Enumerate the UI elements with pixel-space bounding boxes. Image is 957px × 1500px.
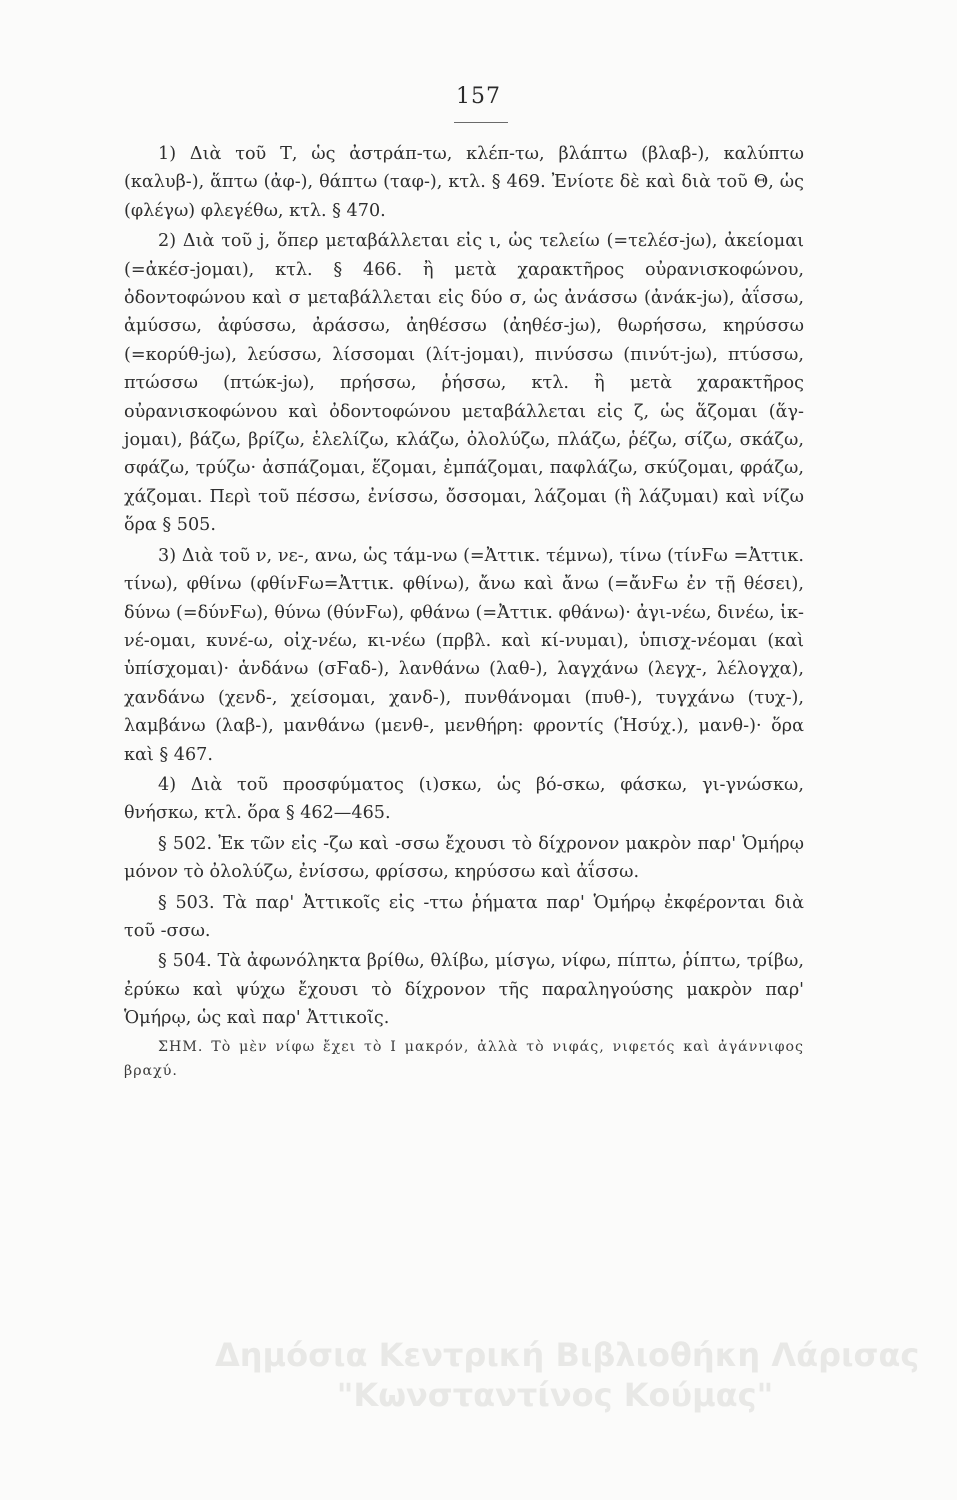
paragraph-2-jod: 2) Διὰ τοῦ j, ὅπερ μεταβάλλεται εἰς ι, ὡς τελείω (=τελέσ-jω), ἀκείομαι (=ἀκέσ-jομαι), κτλ. § 466. ἢ μετὰ χαρακτῆρος οὐρανισκοφώνου, ὀδοντοφώνου καὶ σ μεταβάλλεται εἰς δύο σ, ὡς ἀνάσσω (ἀνάκ-jω), ἀΐσσω, ἀμύσσω, ἀφύσσω, ἀράσσω, ἀηθέσσω (ἀηθέσ-jω), θωρήσσω, κηρύσσω (=κορύθ-jω), λεύσσω, λίσσομαι (λίτ-jομαι), πινύσσω (πινύτ-jω), πτύσσω, πτώσσω (πτώκ-jω), πρήσσω, ῥήσσω, κτλ. ἢ μετὰ χαρακτῆρος οὐρανισκοφώνου καὶ ὀδοντοφώνου μεταβάλλεται εἰς ζ, ὡς ἅζομαι (ἅγ-jομαι), βάζω, βρίζω, ἑλελίζω, κλάζω, ὀλολύζω, πλάζω, ῥέζω, σίζω, σκάζω, σφάζω, τρύζω· ἀσπάζομαι, ἕζομαι, ἐμπάζομαι, παφλάζω, σκύζομαι, φράζω, χάζομαι. Περὶ τοῦ πέσσω, ἐνίσσω, ὄσσομαι, λάζομαι (ἢ λάζυμαι) καὶ νίζω ὅρα § 505. bbox=[124, 231, 804, 536]
body-text bbox=[124, 140, 804, 1083]
paragraph-4-sko: 4) Διὰ τοῦ προσφύματος (ι)σκω, ὡς βό-σκω, φάσκω, γι-γνώσκω, θνήσκω, κτλ. ὅρα § 462—465. bbox=[124, 774, 804, 824]
remark-note: ΣΗΜ. Τὸ μὲν νίφω ἔχει τὸ Ι μακρόν, ἀλλὰ τὸ νιφάς, νιφετός καὶ ἀγάννιφος βραχύ. bbox=[124, 1038, 804, 1079]
paragraph-1-tau: 1) Διὰ τοῦ Τ, ὡς ἀστράπ-τω, κλέπ-τω, βλάπτω (βλαβ-), καλύπτω (καλυβ-), ἅπτω (ἀφ-), θάπτω (ταφ-), κτλ. § 469. Ἐνίοτε δὲ καὶ διὰ τοῦ Θ, ὡς (φλέγω) φλεγέθω, κτλ. § 470. bbox=[124, 144, 804, 221]
library-watermark bbox=[215, 1335, 920, 1415]
page-number: 157 bbox=[456, 84, 501, 109]
watermark-line-name: "Κωνσταντίνος Κούμας" bbox=[336, 1376, 774, 1414]
page-number-rule bbox=[454, 122, 508, 123]
watermark-line-library: Δημόσια Κεντρική Βιβλιοθήκη Λάρισας bbox=[215, 1336, 920, 1374]
section-502: § 502. Ἐκ τῶν εἰς -ζω καὶ -σσω ἔχουσι τὸ δίχρονον μακρὸν παρ' Ὁμήρῳ μόνον τὸ ὀλολύζω, ἐνίσσω, φρίσσω, κηρύσσω καὶ ἀΐσσω. bbox=[124, 833, 804, 883]
paragraph-3-nu: 3) Διὰ τοῦ ν, νε-, ανω, ὡς τάμ-νω (=Ἀττικ. τέμνω), τίνω (τίνϜω =Ἀττικ. τίνω), φθίνω (φθίνϜω=Ἀττικ. φθίνω), ἄνω καὶ ἄνω (=ἄνϜω ἐν τῇ θέσει), δύνω (=δύνϜω), θύνω (θύνϜω), φθάνω (=Ἀττικ. φθάνω)· ἀγι-νέω, δινέω, ἱκ-νέ-ομαι, κυνέ-ω, οἰχ-νέω, κι-νέω (πρβλ. καὶ κί-νυμαι), ὑπισχ-νέομαι (καὶ ὑπίσχομαι)· ἁνδάνω (σϜαδ-), λανθάνω (λαθ-), λαγχάνω (λεγχ-, λέλογχα), χανδάνω (χενδ-, χείσομαι, χανδ-), πυνθάνομαι (πυθ-), τυγχάνω (τυχ-), λαμβάνω (λαβ-), μανθάνω (μενθ-, μενθήρη: φροντίς (Ἡσύχ.), μανθ-)· ὅρα καὶ § 467. bbox=[124, 545, 804, 765]
section-503: § 503. Τὰ παρ' Ἀττικοῖς εἰς -ττω ῥήματα παρ' Ὁμήρῳ ἐκφέρονται διὰ τοῦ -σσω. bbox=[124, 892, 804, 941]
section-504: § 504. Τὰ ἀφωνόληκτα βρίθω, θλίβω, μίσγω, νίφω, πίπτω, ῥίπτω, τρίβω, ἐρύκω καὶ ψύχω ἔχουσι τὸ δίχρονον τῆς παραληγούσης μακρὸν παρ' Ὁμήρῳ, ὡς καὶ παρ' Ἀττικοῖς. bbox=[124, 951, 804, 1029]
